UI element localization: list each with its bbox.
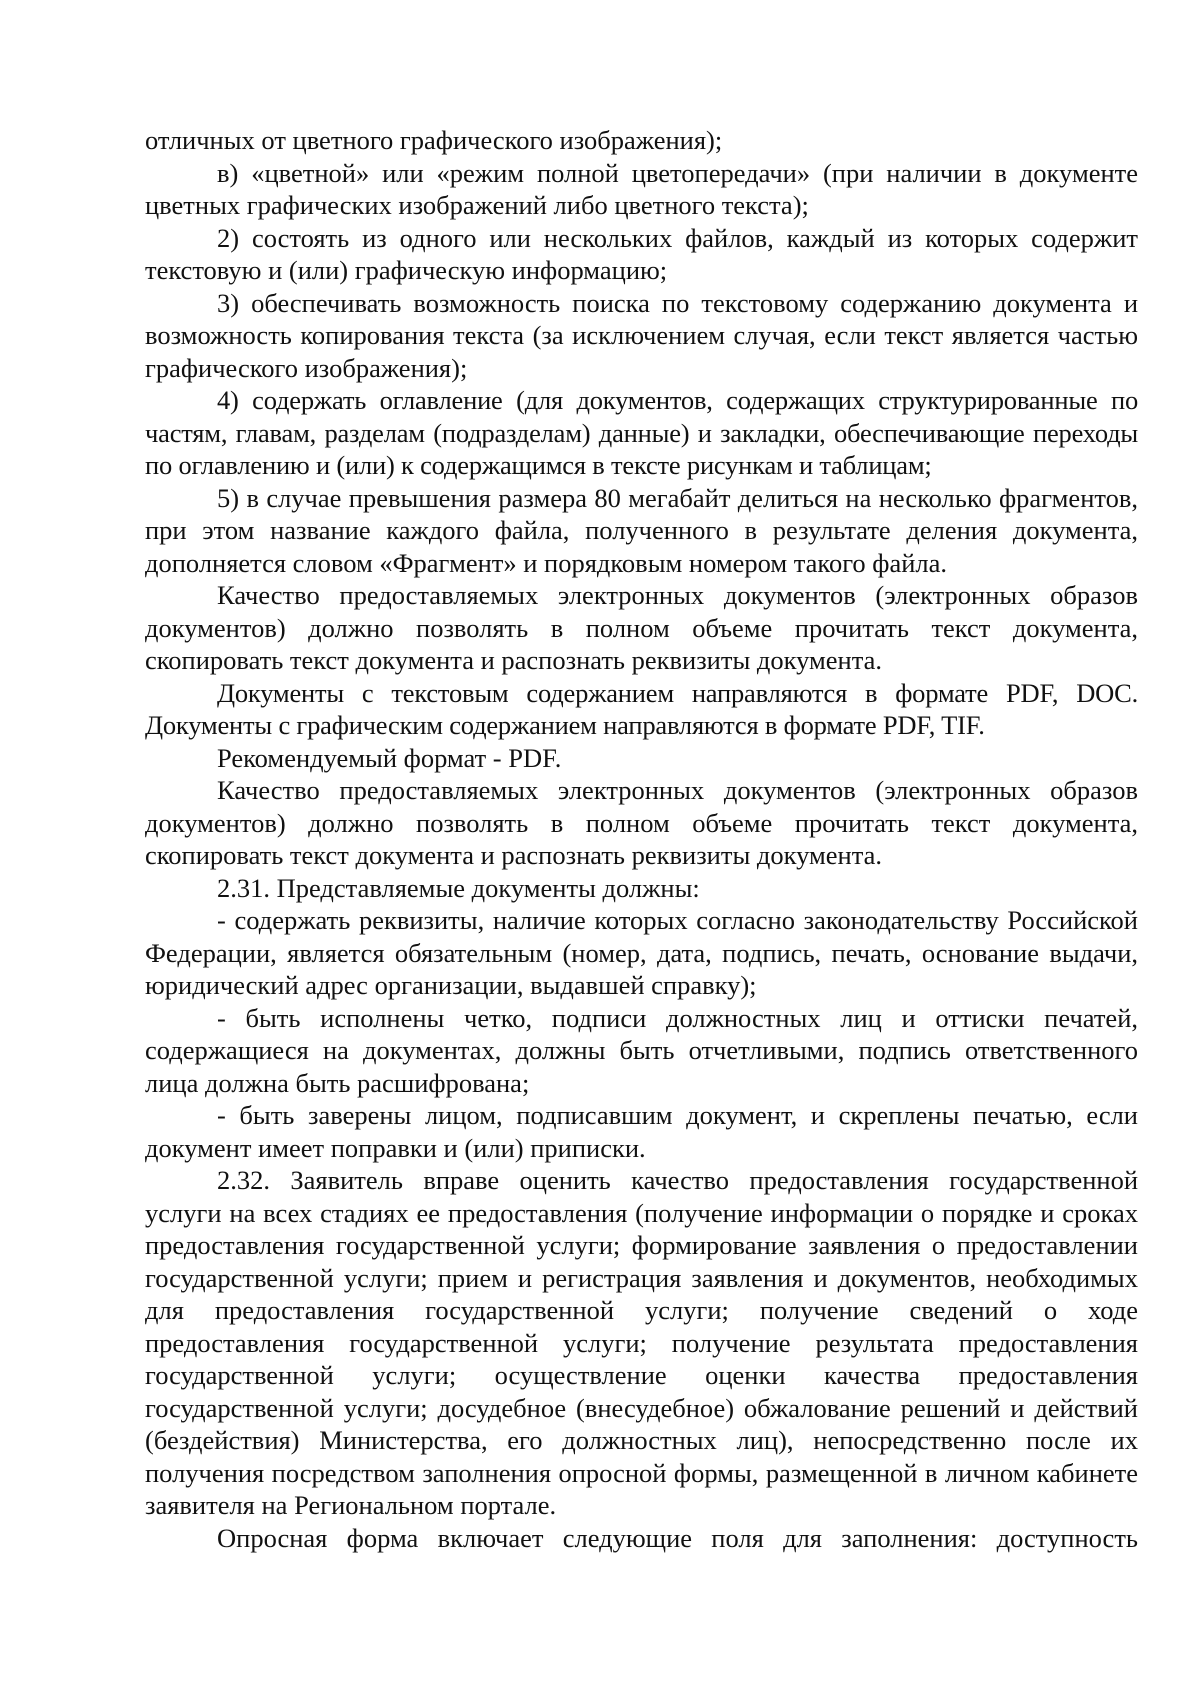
paragraph-2-32: 2.32. Заявитель вправе оценить качество предоставления государственной услуги на всех стадиях ее предоставления (получение информации о порядке и сроках предоставления государственной услуги; формирование заявления о предоставлении государственной услуги; прием и регистрация заявления и документов, необходимых для предоставления государственной услуги; получение сведений о ходе предоставления государственной услуги; получение результата предоставления государственной услуги; осуществление оценки качества предоставления государственной услуги; досудебное (внесудебное) обжалование решений и действий (бездействия) Министерства, его должностных лиц), непосредственно после их получения посредством заполнения опросной формы, размещенной в личном кабинете заявителя на Региональном портале. bbox=[145, 1165, 1138, 1520]
paragraph-item-3: 3) обеспечивать возможность поиска по текстовому содержанию документа и возможность копирования текста (за исключением случая, если текст является частью графического изображения); bbox=[145, 287, 1138, 383]
document-page bbox=[145, 124, 1138, 1554]
paragraph-color-mode: в) «цветной» или «режим полной цветопередачи» (при наличии в документе цветных графических изображений либо цветного текста); bbox=[145, 157, 1138, 220]
paragraph-continuation: отличных от цветного графического изображения); bbox=[145, 125, 723, 155]
paragraph-2-31: 2.31. Представляемые документы должны: bbox=[217, 872, 700, 903]
paragraph-recommended-format: Рекомендуемый формат - PDF. bbox=[217, 742, 562, 773]
paragraph-item-2: 2) состоять из одного или нескольких файлов, каждый из которых содержит текстовую и (или) графическую информацию; bbox=[145, 222, 1138, 285]
paragraph-item-5: 5) в случае превышения размера 80 мегабайт делиться на несколько фрагментов, при этом название каждого файла, полученного в результате деления документа, дополняется словом «Фрагмент» и порядковым номером такого файла. bbox=[145, 482, 1138, 578]
paragraph-certified: - быть заверены лицом, подписавшим документ, и скреплены печатью, если документ имеет поправки и (или) приписки. bbox=[145, 1100, 1138, 1163]
paragraph-clear-execution: - быть исполнены четко, подписи должностных лиц и оттиски печатей, содержащиеся на документах, должны быть отчетливыми, подпись ответственного лица должна быть расшифрована; bbox=[145, 1002, 1138, 1098]
paragraph-quality-1: Качество предоставляемых электронных документов (электронных образов документов) должно позволять в полном объеме прочитать текст документа, скопировать текст документа и распознать реквизиты документа. bbox=[145, 580, 1138, 675]
paragraph-formats: Документы с текстовым содержанием направляются в формате PDF, DOC. Документы с графическим содержанием направляются в формате PDF, TIF. bbox=[145, 677, 1138, 740]
paragraph-survey-form: Опросная форма включает следующие поля для заполнения: доступность bbox=[217, 1522, 1138, 1553]
paragraph-quality-2: Качество предоставляемых электронных документов (электронных образов документов) должно позволять в полном объеме прочитать текст документа, скопировать текст документа и распознать реквизиты документа. bbox=[145, 775, 1138, 870]
paragraph-requisites: - содержать реквизиты, наличие которых согласно законодательству Российской Федерации, является обязательным (номер, дата, подпись, печать, основание выдачи, юридический адрес организации, выдавшей справку); bbox=[145, 905, 1138, 1000]
paragraph-item-4: 4) содержать оглавление (для документов, содержащих структурированные по частям, главам, разделам (подразделам) данные) и закладки, обеспечивающие переходы по оглавлению и (или) к содержащимся в тексте рисункам и таблицам; bbox=[145, 385, 1138, 480]
